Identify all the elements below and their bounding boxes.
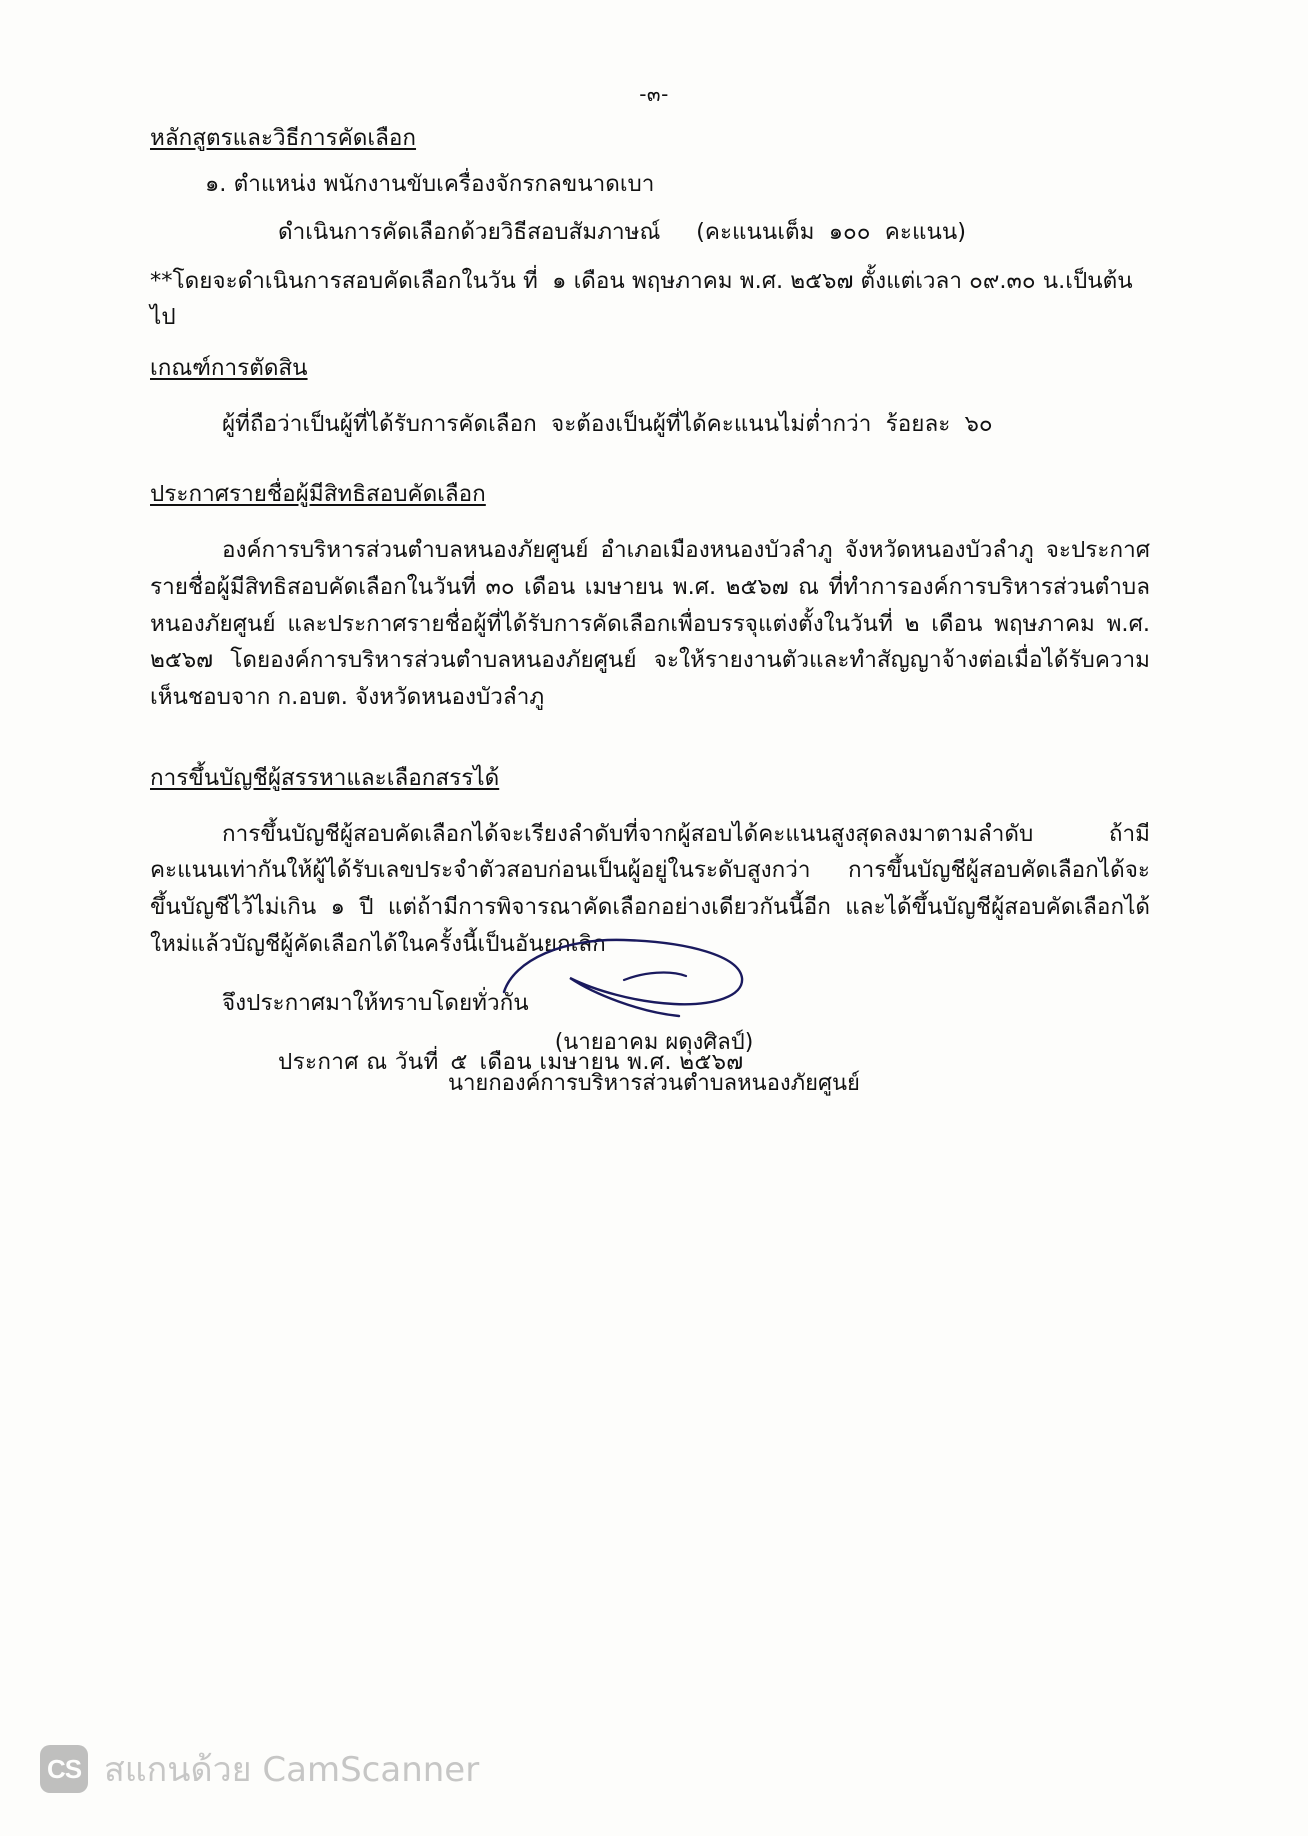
announce-suffix: เดือน เมษายน พ.ศ. ๒๕๖๗ bbox=[479, 1048, 744, 1075]
closing-statement: จึงประกาศมาให้ทราบโดยทั่วกัน bbox=[222, 990, 529, 1017]
camscanner-label: สแกนด้วย CamScanner bbox=[104, 1750, 480, 1790]
roster-body-text: การขึ้นบัญชีผู้สอบคัดเลือกได้จะเรียงลำดับที่จากผู้สอบได้คะแนนสูงสุดลงมาตามลำดับ ถ้ามีคะแนนเท่ากันให้ผู้ได้รับเลขประจำตัวสอบก่อนเป็นผู้อยู่ในระดับสูงกว่า การขึ้นบัญชีผู้สอบคัดเลือกได้จะขึ้นบัญชีไว้ไม่เกิน ๑ ปี แต่ถ้ามีการพิจารณาคัดเลือกอย่างเดียวกันนี้อีก และได้ขึ้นบัญชีผู้สอบคัดเลือกได้ใหม่แล้วบัญชีผู้คัดเลือกได้ในครั้งนี้เป็นอันยกเลิก bbox=[150, 820, 1150, 957]
signer-name: (นายอาคม ผดุงศิลป์) bbox=[554, 1030, 754, 1055]
curriculum-line-method: ดำเนินการคัดเลือกด้วยวิธีสอบสัมภาษณ์ (คะแนนเต็ม ๑๐๐ คะแนน) bbox=[278, 219, 966, 246]
announce-day: ๕ bbox=[450, 1048, 468, 1075]
section-heading-roster: การขึ้นบัญชีผู้สรรหาและเลือกสรรได้ bbox=[150, 764, 500, 791]
curriculum-line-position: ๑. ตำแหน่ง พนักงานขับเครื่องจักรกลขนาดเบา bbox=[205, 171, 655, 197]
signer-title: นายกองค์การบริหารส่วนตำบลหนองภัยศูนย์ bbox=[448, 1071, 860, 1096]
curriculum-line-exam-date: **โดยจะดำเนินการสอบคัดเลือกในวัน ที่ ๑ เดือน พฤษภาคม พ.ศ. ๒๕๖๗ ตั้งแต่เวลา ๐๙.๓๐ น.เป็นต้นไป bbox=[150, 267, 1133, 331]
section-heading-criteria: เกณฑ์การตัดสิน bbox=[150, 354, 308, 381]
section-curriculum bbox=[150, 120, 1150, 336]
eligible-body bbox=[150, 532, 1150, 715]
section-heading-curriculum: หลักสูตรและวิธีการคัดเลือก bbox=[150, 125, 417, 151]
section-eligible-announcement bbox=[150, 476, 1150, 715]
section-criteria bbox=[150, 350, 1150, 442]
page-number: -๓- bbox=[639, 82, 669, 106]
camscanner-watermark bbox=[40, 1742, 479, 1796]
criteria-body: ผู้ที่ถือว่าเป็นผู้ที่ได้รับการคัดเลือก จะต้องเป็นผู้ที่ได้คะแนนไม่ต่ำกว่า ร้อยละ ๖๐ bbox=[222, 410, 993, 437]
handwritten-signature bbox=[474, 920, 834, 1030]
eligible-body-text: องค์การบริหารส่วนตำบลหนองภัยศูนย์ อำเภอเมืองหนองบัวลำภู จังหวัดหนองบัวลำภู จะประกาศรายชื่อผู้มีสิทธิสอบคัดเลือกในวันที่ ๓๐ เดือน เมษายน พ.ศ. ๒๕๖๗ ณ ที่ทำการองค์การบริหารส่วนตำบลหนองภัยศูนย์ และประกาศรายชื่อผู้ที่ได้รับการคัดเลือกเพื่อบรรจุแต่งตั้งในวันที่ ๒ เดือน พฤษภาคม พ.ศ. ๒๕๖๗ โดยองค์การบริหารส่วนตำบลหนองภัยศูนย์ จะให้รายงานตัวและทำสัญญาจ้างต่อเมื่อได้รับความเห็นชอบจาก ก.อบต. จังหวัดหนองบัวลำภู bbox=[150, 537, 1150, 710]
section-heading-eligible: ประกาศรายชื่อผู้มีสิทธิสอบคัดเลือก bbox=[150, 481, 486, 508]
announce-prefix: ประกาศ ณ วันที่ bbox=[278, 1048, 439, 1075]
signature-block bbox=[0, 920, 1308, 1100]
camscanner-logo-icon: CS bbox=[40, 1745, 88, 1793]
